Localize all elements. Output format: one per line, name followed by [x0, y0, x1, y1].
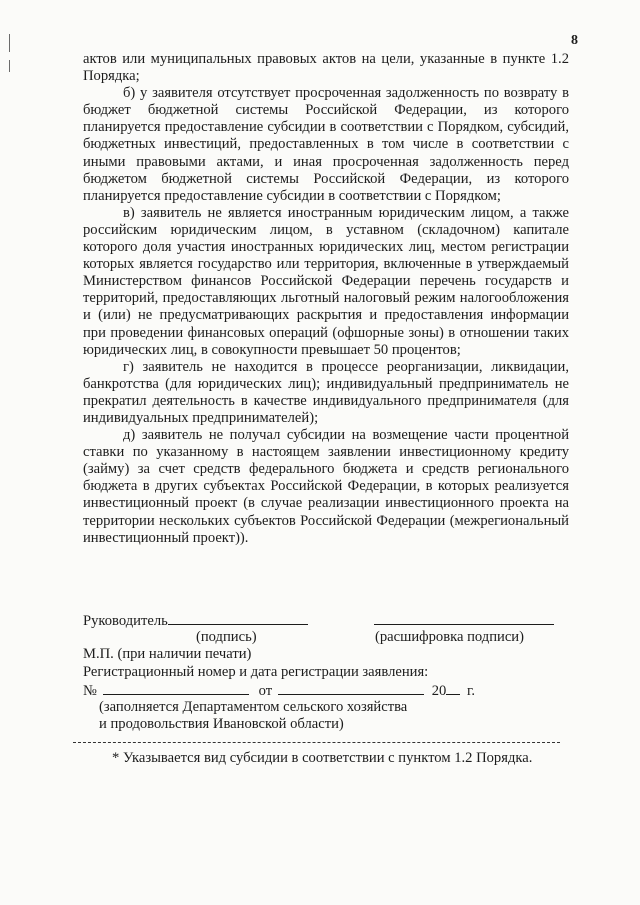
filled-by-line-1: (заполняется Департаментом сельского хозяйства [99, 698, 408, 715]
signature-caption: (подпись) [196, 628, 257, 645]
year-prefix: 20 [431, 683, 447, 699]
registration-number-blank[interactable] [103, 681, 249, 695]
scan-edge-mark [9, 34, 10, 52]
caption-line [83, 629, 573, 647]
body-text [83, 51, 569, 547]
footnote: * Указывается вид субсидии в соответствии с пунктом 1.2 Порядка. [112, 750, 533, 766]
page-number: 8 [571, 33, 578, 48]
signature-blank[interactable] [168, 611, 308, 625]
paragraph-v: в) заявитель не является иностранным юридическим лицом, а также российским юридическим лицом, в уставном (складочном) капитале которого доля участия иностранных юридических лиц, местом регистрации которых является государство или территория, включенные в утверждаемый Министерством финансов Российской Федерации перечень государств и территорий, предоставляющих льготный налоговый режим налогообложения и (или) не предусматривающих раскрытия и предоставления информации при проведении финансовых операций (офшорные зоны) в отношении таких юридических лиц, в совокупности превышает 50 процентов; [83, 204, 569, 358]
year-suffix: г. [466, 683, 475, 699]
number-date-line [83, 681, 573, 699]
footnote-divider [73, 742, 560, 743]
paragraph-b: б) у заявителя отсутствует просроченная задолженность по возврату в бюджет бюджетной системы Российской Федерации, из которого планируется предоставление субсидии в соответствии с Порядком, субсидий, бюджетных инвестиций, предоставленных в том числе в соответствии с иными правовыми актами, и иная просроченная задолженность перед бюджетом бюджетной системы Российской Федерации, из которого планируется предоставление субсидии в соответствии с Порядком; [83, 85, 569, 204]
decoding-caption: (расшифровка подписи) [375, 628, 524, 645]
number-sign: № [83, 683, 97, 699]
name-decoding-blank[interactable] [374, 611, 554, 625]
paragraph-g: г) заявитель не находится в процессе реорганизации, ликвидации, банкротства (для юридических лиц); индивидуальный предприниматель не прекратил деятельность в качестве индивидуального предпринимателя (для индивидуальных предпринимателей); [83, 358, 569, 426]
paragraph-d: д) заявитель не получал субсидии на возмещение части процентной ставки по указанному в настоящем заявлении инвестиционному кредиту (займу) за счет средств федерального бюджета и средств регионального бюджета в других субъектах Российской Федерации, в которых реализуется инвестиционный проект (в случае реализации инвестиционного проекта на территории нескольких субъектов Российской Федерации (межрегиональный инвестиционный проект)). [83, 427, 569, 546]
registration-date-blank[interactable] [278, 681, 424, 695]
registration-line: Регистрационный номер и дата регистрации заявления: [83, 663, 429, 680]
head-label: Руководитель [83, 613, 168, 629]
stamp-line: М.П. (при наличии печати) [83, 646, 252, 662]
signature-block [83, 611, 573, 734]
from-label: от [258, 683, 273, 699]
filled-by-line-2: и продовольствия Ивановской области) [99, 716, 344, 732]
scan-edge-mark [9, 60, 10, 72]
head-line [83, 611, 573, 629]
paragraph-continuation: актов или муниципальных правовых актов на цели, указанные в пункте 1.2 Порядка; [83, 51, 569, 85]
year-blank[interactable] [446, 681, 460, 695]
